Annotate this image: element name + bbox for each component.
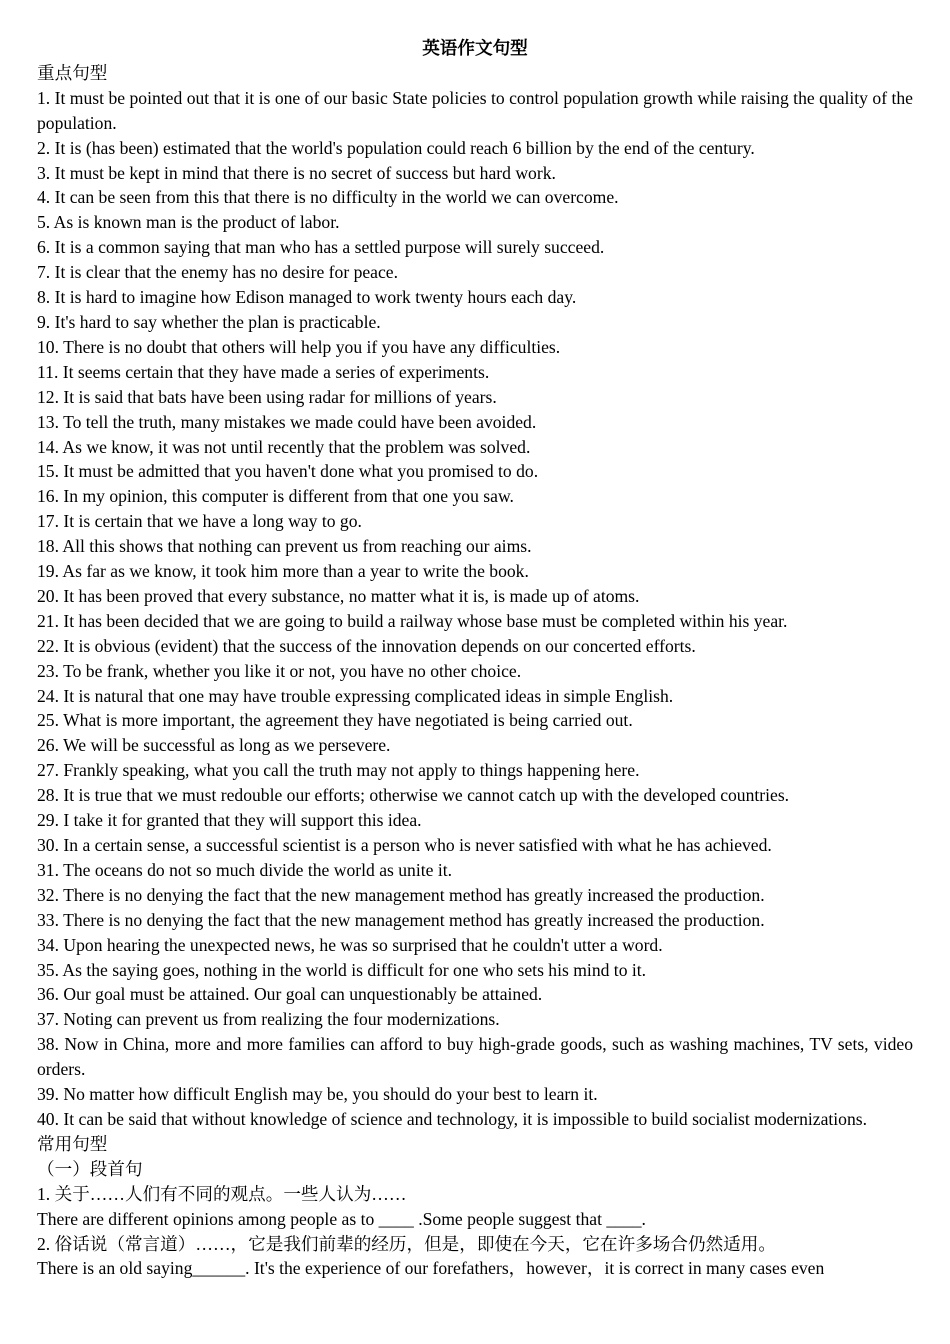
- opening-sentences-list: [37, 1182, 913, 1282]
- list-item: 27. Frankly speaking, what you call the truth may not apply to things happening here.: [37, 760, 640, 781]
- list-item: 40. It can be said that without knowledge of science and technology, it is impossible to build socialist modernizations.: [37, 1108, 867, 1129]
- list-item: 4. It can be seen from this that there is no difficulty in the world we can overcome.: [37, 187, 619, 208]
- list-item: 11. It seems certain that they have made a series of experiments.: [37, 361, 490, 382]
- list-item: 13. To tell the truth, many mistakes we made could have been avoided.: [37, 411, 537, 432]
- list-item: 3. It must be kept in mind that there is no secret of success but hard work.: [37, 162, 556, 183]
- list-item: 28. It is true that we must redouble our efforts; otherwise we cannot catch up with the developed countries.: [37, 785, 790, 806]
- pattern-line: 2. 俗话说（常言道）……，它是我们前辈的经历，但是，即使在今天，它在许多场合仍然适用。: [37, 1233, 776, 1254]
- list-item: 30. In a certain sense, a successful scientist is a person who is never satisfied with what he has achieved.: [37, 835, 772, 855]
- list-item: 8. It is hard to imagine how Edison managed to work twenty hours each day.: [37, 287, 577, 308]
- pattern-line: There is an old saying______. It's the experience of our forefathers，however，it is correct in many cases even: [37, 1258, 825, 1279]
- pattern-line: 1. 关于……人们有不同的观点。一些人认为……: [37, 1183, 407, 1204]
- list-item: 33. There is no denying the fact that the new management method has greatly increased the production.: [37, 909, 765, 930]
- list-item: 2. It is (has been) estimated that the world's population could reach 6 billion by the end of the century.: [37, 137, 755, 158]
- list-item: 18. All this shows that nothing can prevent us from reaching our aims.: [37, 536, 532, 557]
- list-item: 10. There is no doubt that others will help you if you have any difficulties.: [37, 336, 561, 357]
- list-item: 5. As is known man is the product of labor.: [37, 212, 340, 233]
- key-patterns-list: [37, 86, 913, 1132]
- list-item: 29. I take it for granted that they will support this idea.: [37, 810, 422, 831]
- list-item: 16. In my opinion, this computer is different from that one you saw.: [37, 486, 514, 507]
- list-item: 38. Now in China, more and more families can afford to buy high-grade goods, such as washing machines, TV sets, video orders.: [37, 1034, 913, 1080]
- list-item: 36. Our goal must be attained. Our goal can unquestionably be attained.: [37, 984, 543, 1005]
- list-item: 37. Noting can prevent us from realizing the four modernizations.: [37, 1009, 500, 1030]
- list-item: 1. It must be pointed out that it is one of our basic State policies to control population growth while raising the quality of the population.: [37, 87, 913, 133]
- list-item: 14. As we know, it was not until recently that the problem was solved.: [37, 436, 531, 457]
- pattern-line: There are different opinions among people as to ____ .Some people suggest that ____.: [37, 1208, 646, 1229]
- list-item: 32. There is no denying the fact that the new management method has greatly increased the production.: [37, 884, 765, 905]
- list-item: 39. No matter how difficult English may be, you should do your best to learn it.: [37, 1084, 598, 1105]
- list-item: 19. As far as we know, it took him more than a year to write the book.: [37, 561, 529, 582]
- list-item: 35. As the saying goes, nothing in the world is difficult for one who sets his mind to it.: [37, 959, 647, 980]
- list-item: 6. It is a common saying that man who has a settled purpose will surely succeed.: [37, 237, 605, 258]
- list-item: 24. It is natural that one may have trouble expressing complicated ideas in simple English.: [37, 685, 674, 706]
- list-item: 31. The oceans do not so much divide the world as unite it.: [37, 859, 453, 880]
- list-item: 9. It's hard to say whether the plan is practicable.: [37, 311, 381, 332]
- list-item: 23. To be frank, whether you like it or not, you have no other choice.: [37, 660, 522, 681]
- list-item: 20. It has been proved that every substance, no matter what it is, is made up of atoms.: [37, 585, 640, 606]
- section-heading-key-patterns: 重点句型: [37, 62, 108, 83]
- list-item: 17. It is certain that we have a long way to go.: [37, 511, 362, 532]
- list-item: 25. What is more important, the agreement they have negotiated is being carried out.: [37, 710, 633, 731]
- list-item: 15. It must be admitted that you haven't done what you promised to do.: [37, 461, 539, 482]
- list-item: 12. It is said that bats have been using radar for millions of years.: [37, 386, 497, 407]
- list-item: 34. Upon hearing the unexpected news, he was so surprised that he couldn't utter a word.: [37, 934, 663, 955]
- list-item: 22. It is obvious (evident) that the success of the innovation depends on our concerted efforts.: [37, 635, 696, 656]
- list-item: 21. It has been decided that we are going to build a railway whose base must be completed within his year.: [37, 610, 788, 631]
- list-item: 7. It is clear that the enemy has no desire for peace.: [37, 262, 399, 283]
- list-item: 26. We will be successful as long as we persevere.: [37, 735, 391, 756]
- subsection-heading-opening-sentences: （一）段首句: [37, 1158, 143, 1179]
- document-title: 英语作文句型: [422, 38, 528, 58]
- section-heading-common-patterns: 常用句型: [37, 1133, 108, 1154]
- document-page: [37, 36, 913, 1281]
